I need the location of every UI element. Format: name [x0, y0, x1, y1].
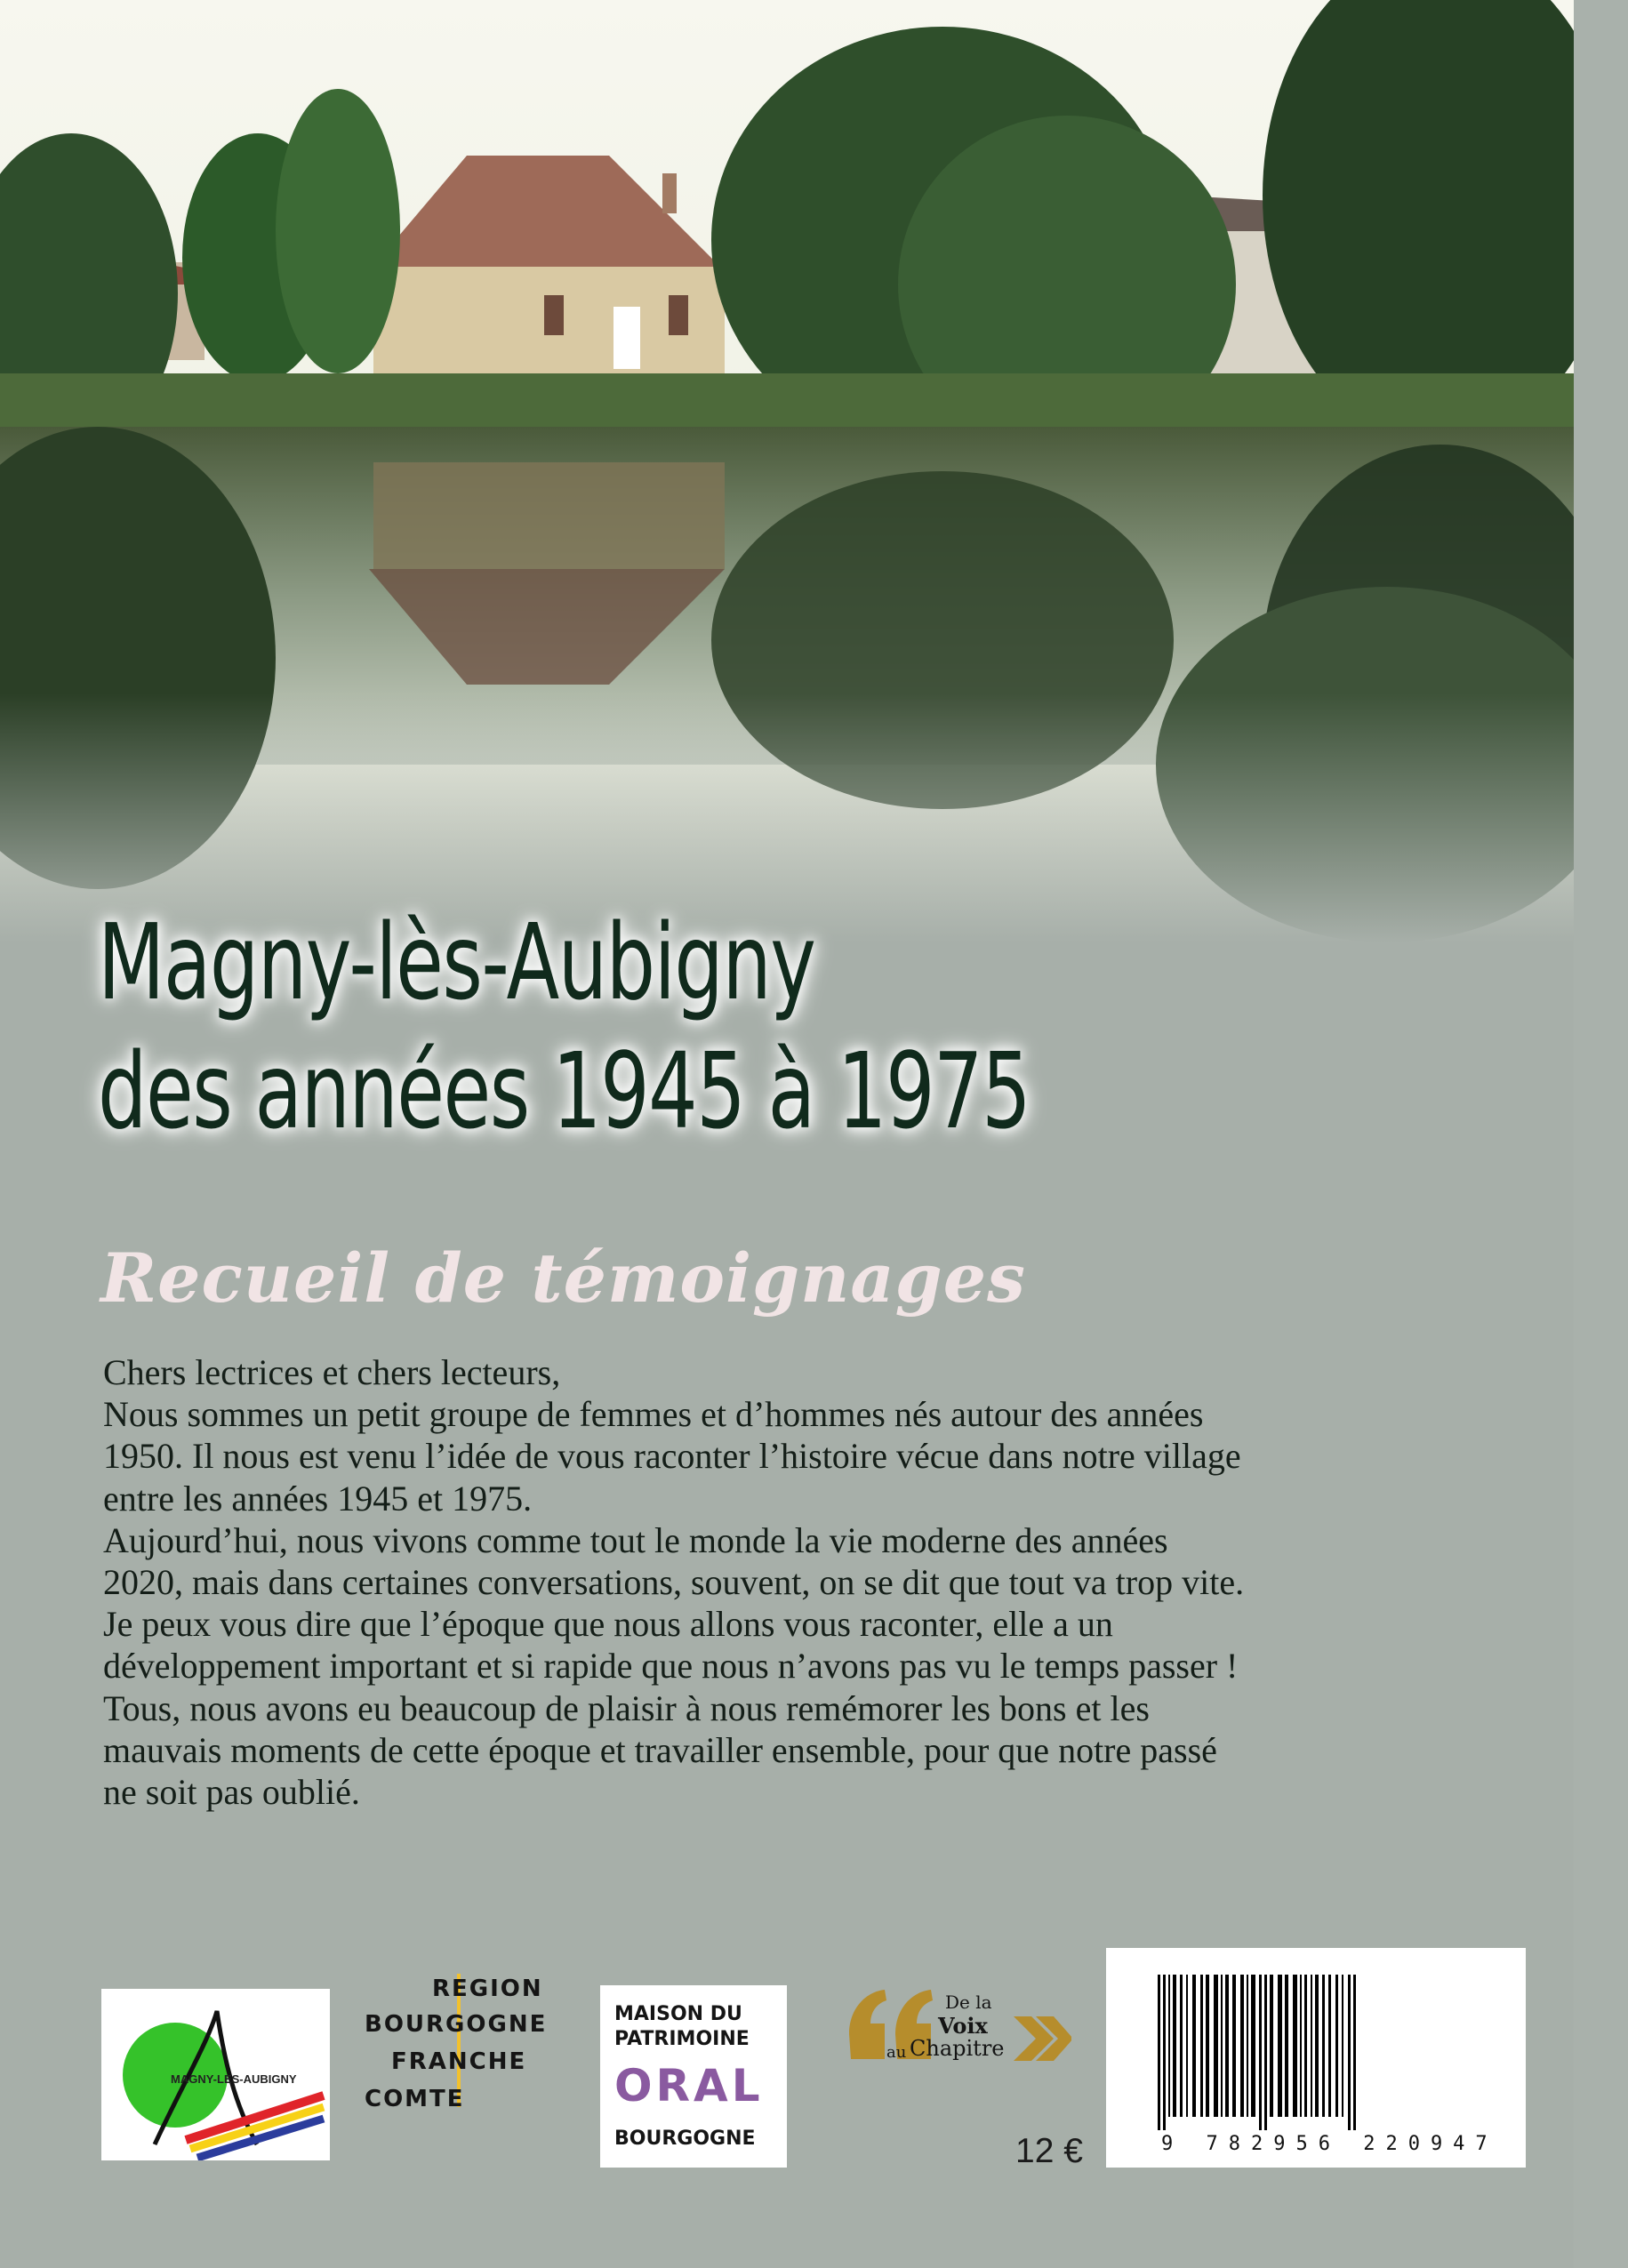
barcode-bar — [1221, 1975, 1223, 2117]
region-logo-line: COMTE — [365, 2086, 465, 2112]
barcode-bar — [1173, 1975, 1176, 2117]
blurb-line: développement important et si rapide que nous n’avons pas vu le temps passer ! — [103, 1646, 1239, 1687]
isbn-digits: 9 782956 220947 — [1161, 2133, 1498, 2155]
blurb-line: Tous, nous avons eu beaucoup de plaisir à nous remémorer les bons et les — [103, 1687, 1150, 1728]
barcode-bar — [1300, 1975, 1302, 2117]
barcode-bar — [1328, 1975, 1331, 2117]
blurb-line: 1950. Il nous est venu l’idée de vous raconter l’histoire vécue dans notre village — [103, 1436, 1241, 1477]
barcode-bar — [1168, 1975, 1170, 2117]
book-title — [98, 898, 1151, 1156]
mpo-line: BOURGOGNE — [614, 2128, 756, 2150]
barcode-bar — [1214, 1975, 1218, 2117]
isbn-barcode — [1106, 1948, 1526, 2168]
barcode-bar — [1186, 1975, 1188, 2117]
maison-patrimoine-oral-logo — [600, 1985, 787, 2168]
mpo-line: MAISON DU — [614, 2003, 742, 2025]
blurb-line: Je peux vous dire que l’époque que nous allons vous raconter, elle a un — [103, 1604, 1113, 1645]
mpo-oral-word: ORAL — [614, 2060, 764, 2112]
barcode-bar — [1264, 1975, 1267, 2130]
barcode-bar — [1200, 1975, 1203, 2117]
back-cover-blurb — [103, 1351, 1490, 1813]
barcode-bar — [1348, 1975, 1351, 2130]
barcode-bar — [1285, 1975, 1288, 2117]
voix-logo-line: De la — [945, 1992, 992, 2013]
region-bfc-logo — [365, 1974, 569, 2134]
de-la-voix-au-chapitre-logo — [840, 1981, 1071, 2088]
barcode-bar — [1322, 1975, 1325, 2117]
blurb-line: 2020, mais dans certaines conversations, souvent, on se dit que tout va trop vite. — [103, 1562, 1245, 1603]
blurb-line: ne soit pas oublié. — [103, 1772, 360, 1813]
blurb-line: Aujourd’hui, nous vivons comme tout le monde la vie moderne des années — [103, 1519, 1168, 1560]
blurb-line: entre les années 1945 et 1975. — [103, 1478, 533, 1519]
region-logo-line: BOURGOGNE — [365, 2011, 548, 2038]
barcode-bar — [1353, 1975, 1356, 2130]
blurb-line: Chers lectrices et chers lecteurs, — [103, 1352, 561, 1392]
barcode-bar — [1180, 1975, 1183, 2117]
voix-logo-line: Chapitre — [910, 2036, 1005, 2061]
barcode-bar — [1251, 1975, 1255, 2117]
barcode-bar — [1225, 1975, 1229, 2117]
barcode-bar — [1315, 1975, 1319, 2117]
barcode-bar — [1335, 1975, 1338, 2117]
barcode-bar — [1192, 1975, 1196, 2117]
book-subtitle: Recueil de témoignages — [100, 1238, 1026, 1318]
barcode-bars — [1158, 1975, 1474, 2130]
pond-landscape-image — [0, 0, 1574, 942]
barcode-bar — [1270, 1975, 1273, 2117]
blurb-line: Nous sommes un petit groupe de femmes et d’hommes nés autour des années — [103, 1394, 1204, 1435]
barcode-bar — [1342, 1975, 1343, 2117]
barcode-bar — [1293, 1975, 1297, 2117]
cover-edge-strip — [1574, 0, 1628, 2268]
barcode-bar — [1163, 1975, 1166, 2130]
voix-logo-line: au — [886, 2043, 907, 2062]
magny-les-aubigny-logo — [101, 1989, 330, 2160]
barcode-bar — [1304, 1975, 1307, 2117]
barcode-bar — [1240, 1975, 1244, 2117]
barcode-bar — [1259, 1975, 1262, 2130]
barcode-bar — [1232, 1975, 1236, 2117]
barcode-bar — [1278, 1975, 1282, 2117]
book-title-line-2: des années 1945 à 1975 — [98, 1030, 1031, 1152]
magny-logo-label: MAGNY-LES-AUBIGNY — [171, 2072, 297, 2086]
blurb-line: mauvais moments de cette époque et travailler ensemble, pour que notre passé — [103, 1729, 1217, 1770]
cover-photo — [0, 0, 1574, 942]
barcode-bar — [1311, 1975, 1312, 2117]
voix-logo-line: Voix — [938, 2013, 988, 2039]
barcode-bar — [1158, 1975, 1160, 2130]
price-label: 12 € — [1015, 2132, 1083, 2170]
barcode-bar — [1247, 1975, 1248, 2117]
book-title-line-1: Magny-lès-Aubigny — [98, 901, 815, 1023]
barcode-bar — [1206, 1975, 1209, 2117]
region-logo-line: REGION — [432, 1975, 543, 2002]
region-logo-line: FRANCHE — [391, 2048, 527, 2075]
mpo-line: PATRIMOINE — [614, 2028, 750, 2050]
